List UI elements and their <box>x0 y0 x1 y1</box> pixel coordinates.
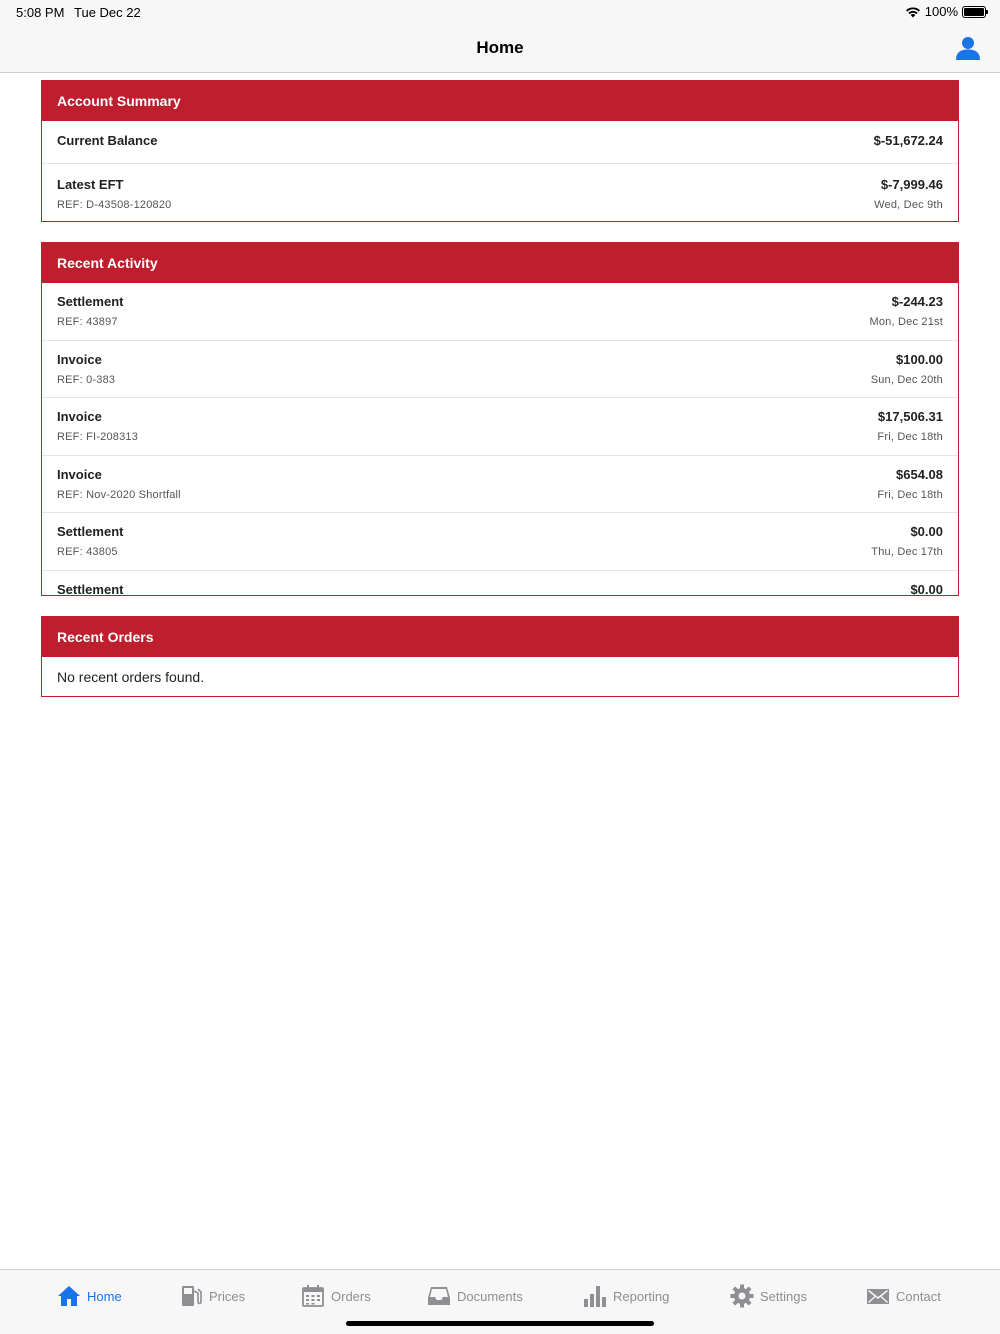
recent-orders-header: Recent Orders <box>42 617 958 657</box>
latest-eft-label: Latest EFT <box>57 177 124 192</box>
tab-prices-label: Prices <box>209 1288 246 1304</box>
activity-ref: REF: 43805 <box>57 546 118 559</box>
activity-row[interactable] <box>42 398 958 456</box>
activity-list[interactable] <box>42 283 958 596</box>
tab-reporting-label: Reporting <box>613 1288 670 1304</box>
activity-date: Mon, Dec 21st <box>869 316 943 328</box>
activity-amount: $654.08 <box>896 466 943 482</box>
battery-percent: 100% <box>924 4 958 19</box>
home-icon <box>57 1284 81 1308</box>
account-summary-card <box>41 80 959 222</box>
activity-amount: $100.00 <box>896 351 943 367</box>
activity-row[interactable] <box>42 456 958 514</box>
recent-activity-header: Recent Activity <box>42 243 958 283</box>
tab-bar <box>0 1269 1000 1334</box>
tab-orders[interactable] <box>301 1282 371 1310</box>
calendar-icon <box>301 1284 325 1308</box>
activity-row[interactable] <box>42 571 958 596</box>
latest-eft-value: $-7,999.46 <box>880 177 943 192</box>
home-indicator <box>346 1321 654 1326</box>
battery-icon <box>962 6 986 18</box>
fuel-pump-icon <box>179 1284 203 1308</box>
user-profile-icon[interactable] <box>955 36 981 60</box>
recent-activity-card[interactable] <box>41 242 959 596</box>
inbox-tray-icon <box>427 1284 451 1308</box>
current-balance-label: Current Balance <box>57 133 158 148</box>
current-balance-row[interactable] <box>42 121 958 164</box>
tab-reporting[interactable] <box>583 1282 669 1310</box>
recent-orders-empty-message: No recent orders found. <box>57 669 205 685</box>
activity-date: Fri, Dec 18th <box>877 431 943 444</box>
tab-prices[interactable] <box>179 1282 245 1310</box>
tab-contact[interactable] <box>866 1282 941 1310</box>
latest-eft-ref: REF: D-43508-120820 <box>57 199 172 211</box>
activity-amount: $0.00 <box>910 581 943 596</box>
bar-chart-icon <box>583 1284 607 1308</box>
activity-ref: REF: 0-383 <box>57 373 116 386</box>
wifi-icon <box>905 6 921 18</box>
tab-contact-label: Contact <box>896 1288 941 1304</box>
tab-home-label: Home <box>87 1288 122 1304</box>
tab-settings[interactable] <box>730 1282 807 1310</box>
latest-eft-row[interactable] <box>42 164 958 221</box>
activity-row[interactable] <box>42 513 958 571</box>
activity-date: Fri, Dec 18th <box>877 488 943 501</box>
activity-type: Settlement <box>57 524 124 540</box>
activity-date: Thu, Dec 17th <box>871 546 943 559</box>
navigation-bar <box>0 24 1000 73</box>
recent-orders-card <box>41 616 959 697</box>
activity-ref: REF: Nov-2020 Shortfall <box>57 488 181 501</box>
tab-documents[interactable] <box>427 1282 523 1310</box>
tab-documents-label: Documents <box>457 1288 523 1304</box>
activity-amount: $-244.23 <box>891 294 943 309</box>
status-time: 5:08 PM <box>16 5 65 20</box>
envelope-icon <box>866 1284 890 1308</box>
activity-ref: REF: FI-208313 <box>57 431 139 444</box>
current-balance-value: $-51,672.24 <box>873 133 943 148</box>
tab-orders-label: Orders <box>331 1288 371 1304</box>
activity-type: Settlement <box>57 581 124 596</box>
status-right <box>905 4 986 19</box>
activity-row[interactable] <box>42 283 958 341</box>
tab-settings-label: Settings <box>760 1288 807 1304</box>
status-bar <box>0 0 1000 24</box>
activity-ref: REF: 43897 <box>57 316 118 328</box>
activity-type: Invoice <box>57 466 102 482</box>
activity-type: Invoice <box>57 351 102 367</box>
activity-type: Settlement <box>57 294 124 309</box>
account-summary-header: Account Summary <box>42 81 958 121</box>
status-date: Tue Dec 22 <box>74 5 141 20</box>
gear-icon <box>730 1284 754 1308</box>
activity-date: Sun, Dec 20th <box>870 373 943 386</box>
latest-eft-date: Wed, Dec 9th <box>874 199 943 211</box>
page-title: Home <box>476 38 524 57</box>
activity-type: Invoice <box>57 409 102 425</box>
tab-home[interactable] <box>57 1282 122 1310</box>
activity-amount: $17,506.31 <box>877 409 943 425</box>
activity-amount: $0.00 <box>910 524 943 540</box>
activity-row[interactable] <box>42 341 958 399</box>
